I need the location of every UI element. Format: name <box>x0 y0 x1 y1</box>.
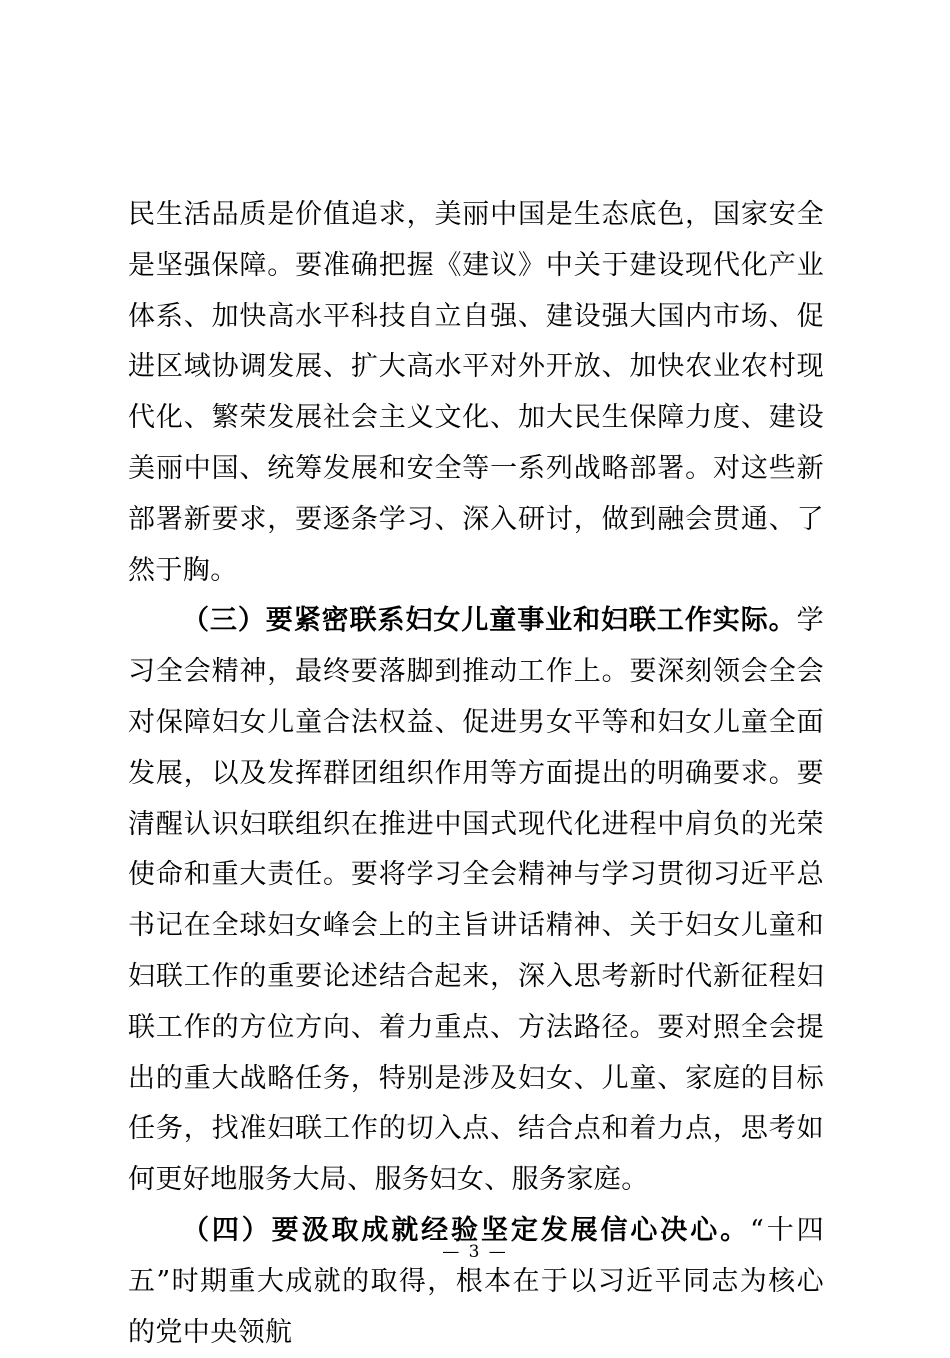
paragraph-text: “十四五”时期重大成就的取得，根本在于以习近平同志为核心的党中央领航 <box>128 1214 824 1348</box>
paragraph-text: 学习全会精神，最终要落脚到推动工作上。要深刻领会全会对保障妇女儿童合法权益、促进男女平等和妇女儿童全面发展，以及发挥群团组织作用等方面提出的明确要求。要清醒认识妇联组织在推进中国式现代化进程中肩负的光荣使命和重大责任。要将学习全会精神与学习贯彻习近平总书记在全球妇女峰会上的主旨讲话精神、关于妇女儿童和妇联工作的重要论述结合起来，深入思考新时代新征程妇联工作的方位方向、着力重点、方法路径。要对照全会提出的重大战略任务，特别是涉及妇女、儿童、家庭的目标任务，找准妇联工作的切入点、结合点和着力点，思考如何更好地服务大局、服务妇女、服务家庭。 <box>128 605 824 1196</box>
body-text <box>128 190 824 1358</box>
section-heading: （四）要汲取成就经验坚定发展信心决心。 <box>182 1214 750 1246</box>
page-number: — 3 — <box>442 1242 508 1262</box>
paragraph-text: 民生活品质是价值追求，美丽中国是生态底色，国家安全是坚强保障。要准确把握《建议》中关于建设现代化产业体系、加快高水平科技自立自强、建设强大国内市场、促进区域协调发展、扩大高水平对外开放、加快农业农村现代化、繁荣发展社会主义文化、加大民生保障力度、建设美丽中国、统筹发展和安全等一系列战略部署。对这些新部署新要求，要逐条学习、深入研讨，做到融会贯通、了然于胸。 <box>128 199 824 586</box>
section-heading: （三）要紧密联系妇女儿童事业和妇联工作实际。 <box>182 605 797 637</box>
paragraph-section-three <box>128 596 824 1206</box>
paragraph-continuation <box>128 190 824 596</box>
paragraph-section-four <box>128 1206 824 1358</box>
